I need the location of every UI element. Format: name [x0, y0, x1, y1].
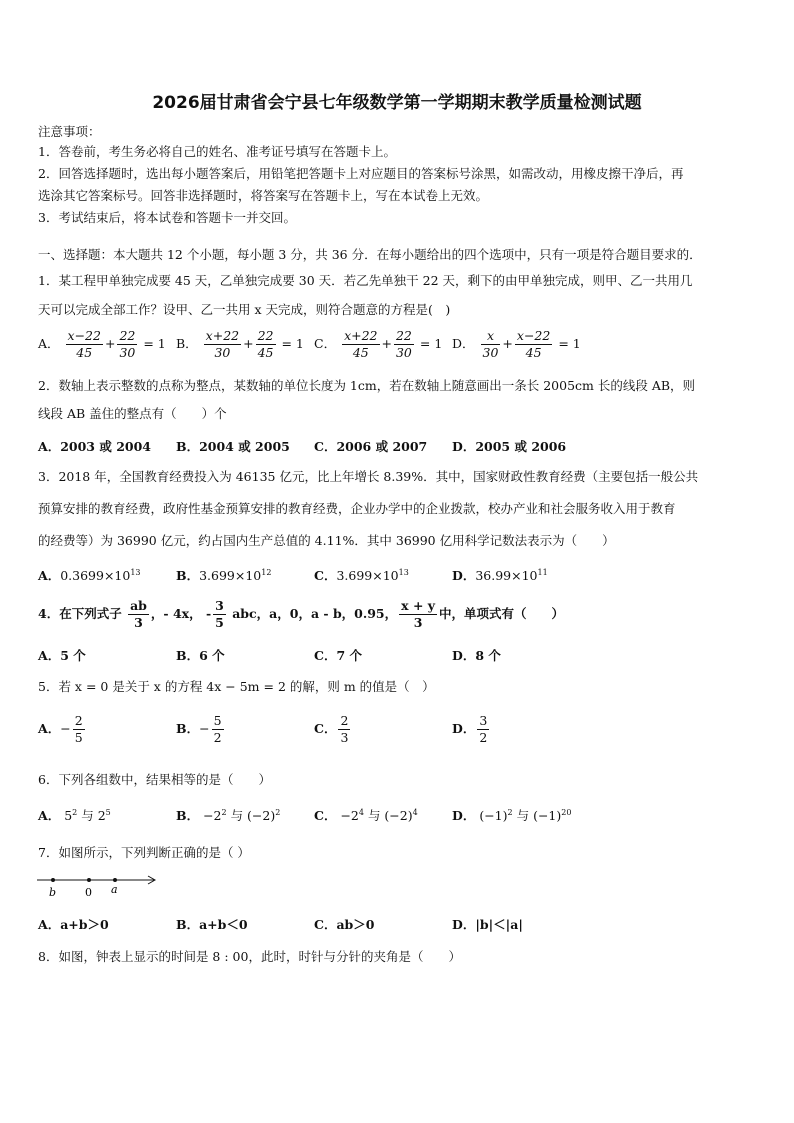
q5-option-a: [38, 713, 87, 746]
operator: +: [502, 336, 513, 351]
sign: −: [60, 721, 71, 736]
label-zero: 0: [85, 886, 92, 899]
numerator: 5: [213, 713, 222, 728]
q7-option-b: B．a+b＜0: [176, 917, 248, 932]
term: (−2): [384, 808, 413, 823]
notice-heading: 注意事项：: [38, 124, 101, 139]
fraction: [128, 598, 149, 631]
sign: −: [199, 721, 210, 736]
q1-option-d: [452, 328, 581, 361]
notice-item-1: 1．答卷前，考生务必将自己的姓名、准考证号填写在答题卡上。: [38, 144, 396, 159]
fraction: [515, 328, 552, 361]
denominator: 2: [479, 730, 488, 745]
equation-rhs: = 1: [281, 336, 304, 351]
fraction: [394, 328, 414, 361]
exponent: 2: [507, 807, 513, 817]
numerator: ab: [130, 598, 147, 613]
operator: +: [381, 336, 392, 351]
option-label: D．: [452, 568, 476, 583]
option-label: B．: [176, 336, 198, 351]
option-label: B．: [176, 568, 200, 583]
q7-text: 7．如图所示，下列判断正确的是（ ）: [38, 845, 250, 860]
numerator: x−22: [516, 328, 551, 343]
option-label: D．: [452, 721, 476, 736]
denominator: 5: [74, 730, 83, 745]
point-zero: [87, 878, 91, 882]
equation-rhs: = 1: [419, 336, 443, 351]
option-label: A．: [38, 808, 61, 823]
numerator: x+22: [205, 328, 240, 343]
sci-exponent: 13: [398, 567, 409, 577]
q1-option-a: [38, 328, 166, 361]
numerator: 2: [340, 713, 349, 728]
q4-option-b: B．6 个: [176, 648, 225, 663]
term: (−1): [533, 808, 562, 823]
option-label: B．: [176, 808, 200, 823]
numerator: x + y: [401, 598, 436, 613]
option-label: C．: [314, 568, 337, 583]
q4-suffix: 中，单项式有（ ）: [439, 606, 565, 621]
q6-option-a: [38, 806, 111, 824]
fraction: [204, 328, 241, 361]
q2-option-b: B．2004 或 2005: [176, 439, 290, 454]
point-b: [51, 878, 55, 882]
q5-text: 5．若 x = 0 是关于 x 的方程 4x − 5m = 2 的解，则 m 的值是（ ）: [38, 679, 435, 694]
sci-exponent: 13: [130, 567, 141, 577]
connector: 与: [512, 808, 534, 823]
q4-option-a: A．5 个: [38, 648, 86, 663]
q1-option-c: [314, 328, 442, 361]
q4-mid-text: abc，a，0，a - b，0.95，: [232, 606, 398, 621]
q6-text: 6．下列各组数中，结果相等的是（ ）: [38, 772, 271, 787]
q8-text: 8．如图，钟表上显示的时间是 8 : 00，此时，时针与分针的夹角是（ ）: [38, 949, 461, 964]
term: −2: [340, 808, 359, 823]
sci-base: 36.99×10: [475, 568, 538, 583]
term: −2: [203, 808, 222, 823]
option-label: C．: [314, 721, 337, 736]
exponent: 2: [72, 807, 78, 817]
option-label: A．: [38, 336, 60, 351]
sci-base: 3.699×10: [199, 568, 262, 583]
q2-option-c: C．2006 或 2007: [314, 439, 428, 454]
q1-option-b: [176, 328, 304, 361]
q4-prefix: 4．在下列式子: [38, 606, 122, 621]
q6-option-b: [176, 806, 280, 824]
label-a: a: [111, 883, 118, 896]
sci-base: 3.699×10: [336, 568, 399, 583]
term: (−1): [479, 808, 508, 823]
q4-mid-text: ，- 4x， -: [150, 606, 212, 621]
q2-option-a: A．2003 或 2004: [38, 439, 151, 454]
option-label: C．: [314, 808, 337, 823]
equation-rhs: = 1: [143, 336, 166, 351]
q1-text-line1: 1．某工程甲单独完成要 45 天，乙单独完成要 30 天．若乙先单独干 22 天，剩下的由甲单独完成，则甲、乙一共用几: [38, 273, 693, 288]
numerator: 22: [257, 328, 274, 343]
denominator: 45: [76, 345, 93, 360]
fraction: [399, 598, 437, 631]
denominator: 3: [413, 615, 423, 630]
equation-rhs: = 1: [558, 336, 581, 351]
denominator: 2: [213, 730, 222, 745]
q4-option-d: D．8 个: [452, 648, 501, 663]
point-a: [113, 878, 117, 882]
term: 2: [97, 808, 106, 823]
q3-option-a: [38, 566, 141, 584]
connector: 与: [226, 808, 248, 823]
q5-option-c: [314, 713, 352, 746]
exponent: 5: [105, 807, 111, 817]
connector: 与: [77, 808, 98, 823]
operator: +: [104, 336, 116, 351]
operator: +: [243, 336, 254, 351]
numerator: 3: [479, 713, 488, 728]
q3-option-c: [314, 566, 409, 584]
connector: 与: [363, 808, 385, 823]
option-label: A．: [38, 721, 61, 736]
fraction: [212, 713, 224, 746]
fraction: [73, 713, 85, 746]
notice-item-3: 3．考试结束后，将本试卷和答题卡一并交回。: [38, 210, 296, 225]
q2-text-line2: 线段 AB 盖住的整点有（ ）个: [38, 406, 227, 421]
term: 5: [64, 808, 73, 823]
notice-item-2-cont: 选涂其它答案标号。回答非选择题时，将答案写在答题卡上，写在本试卷上无效。: [38, 188, 489, 203]
fraction: [477, 713, 489, 746]
q2-text-line1: 2．数轴上表示整数的点称为整点，某数轴的单位长度为 1cm，若在数轴上随意画出一条长 2005cm 长的线段 AB，则: [38, 378, 696, 393]
term: (−2): [247, 808, 276, 823]
sci-base: 0.3699×10: [60, 568, 131, 583]
fraction: [256, 328, 276, 361]
q6-option-c: [314, 806, 418, 824]
option-label: D．: [452, 336, 475, 351]
q4-option-c: C．7 个: [314, 648, 362, 663]
q3-option-d: [452, 566, 548, 584]
q3-text-line2: 预算安排的教育经费，政府性基金预算安排的教育经费，企业办学中的企业拨款，校办产业和社会服务收入用于教育: [38, 501, 676, 516]
exponent: 2: [221, 807, 227, 817]
q3-option-b: [176, 566, 271, 584]
denominator: 3: [134, 615, 143, 630]
option-label: A．: [38, 568, 61, 583]
sci-exponent: 11: [537, 567, 548, 577]
denominator: 30: [395, 345, 412, 360]
q7-option-c: C．ab＞0: [314, 917, 375, 932]
sci-exponent: 12: [261, 567, 272, 577]
numerator: x+22: [344, 328, 378, 343]
page-title: 2026届甘肃省会宁县七年级数学第一学期期末教学质量检测试题: [152, 93, 642, 113]
option-label: C．: [314, 336, 337, 351]
q7-option-a: A．a+b＞0: [38, 917, 109, 932]
numerator: x−22: [67, 328, 101, 343]
exponent: 20: [561, 807, 572, 817]
denominator: 5: [215, 615, 224, 630]
q1-text-line2: 天可以完成全部工作？设甲、乙一共用 x 天完成，则符合题意的方程是( ): [38, 302, 451, 317]
q7-option-d: D．|b|＜|a|: [452, 917, 523, 932]
exponent: 4: [412, 807, 418, 817]
numerator: 2: [74, 713, 83, 728]
q2-option-d: D．2005 或 2006: [452, 439, 567, 454]
q6-option-d: [452, 806, 571, 824]
denominator: 3: [340, 730, 349, 745]
option-label: D．: [452, 808, 476, 823]
denominator: 45: [352, 345, 369, 360]
fraction: [117, 328, 137, 361]
number-line-figure: [34, 870, 164, 900]
fraction: [213, 598, 226, 631]
q5-option-b: [176, 713, 226, 746]
label-b: b: [49, 886, 57, 899]
exponent: 4: [358, 807, 364, 817]
numerator: 3: [215, 598, 224, 613]
fraction: [481, 328, 501, 361]
numerator: 22: [119, 328, 136, 343]
denominator: 45: [257, 345, 274, 360]
q4-text: [38, 598, 564, 631]
fraction: [66, 328, 103, 361]
notice-item-2: 2．回答选择题时，选出每小题答案后，用铅笔把答题卡上对应题目的答案标号涂黑，如需改动，用橡皮擦干净后，再: [38, 166, 684, 181]
fraction: [338, 713, 350, 746]
numerator: x: [481, 328, 501, 345]
fraction: [342, 328, 379, 361]
q3-text-line1: 3．2018 年，全国教育经费投入为 46135 亿元，比上年增长 8.39%．其中，国家财政性教育经费（主要包括一般公共: [38, 469, 699, 484]
denominator: 30: [482, 345, 499, 360]
denominator: 30: [214, 345, 231, 360]
section-heading: 一、选择题：本大题共 12 个小题，每小题 3 分，共 36 分．在每小题给出的四个选项中，只有一项是符合题目要求的．: [38, 247, 702, 262]
option-label: B．: [176, 721, 200, 736]
numerator: 22: [395, 328, 412, 343]
denominator: 45: [525, 345, 542, 360]
q5-option-d: [452, 713, 491, 746]
exponent: 2: [275, 807, 281, 817]
denominator: 30: [119, 345, 136, 360]
q3-text-line3: 的经费等）为 36990 亿元，约占国内生产总值的 4.11%．其中 36990 亿用科学记数法表示为（ ）: [38, 533, 615, 548]
